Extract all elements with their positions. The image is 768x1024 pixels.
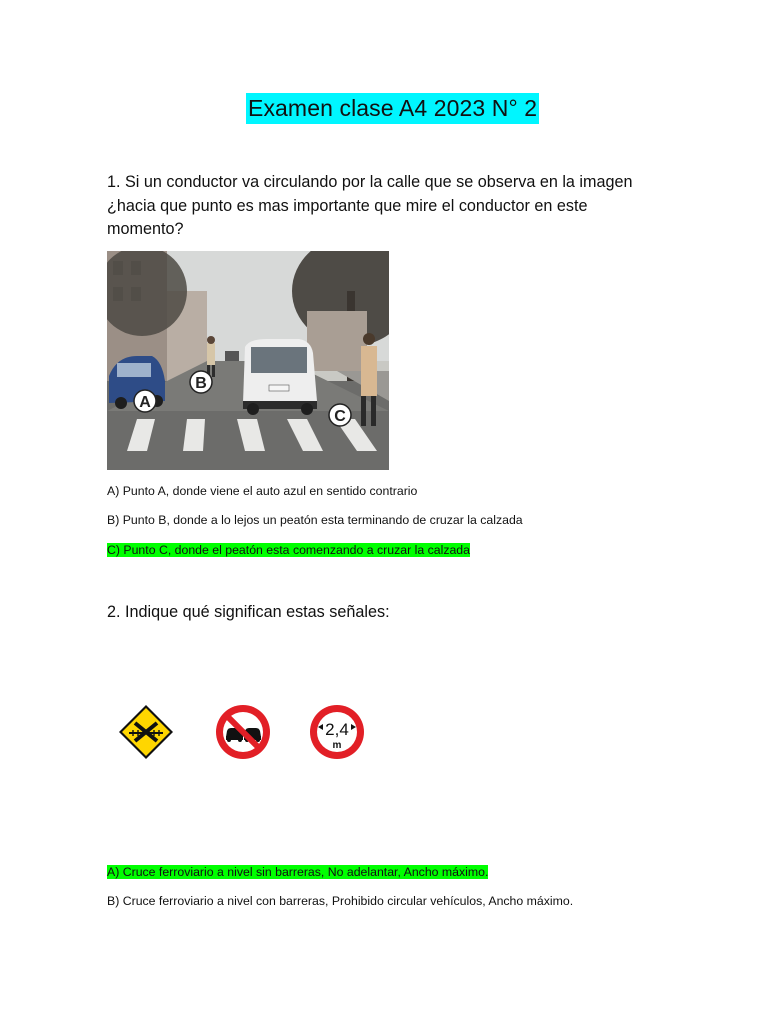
q2-option-a	[107, 864, 488, 881]
railway-crossing-icon	[118, 704, 174, 760]
max-width-unit: m	[332, 740, 342, 751]
svg-text:C: C	[334, 408, 346, 425]
max-width-sign	[308, 703, 366, 766]
svg-text:B: B	[195, 375, 207, 392]
q1-option-a	[107, 483, 417, 500]
max-width-icon	[308, 703, 366, 761]
q2-option-b-text: B) Cruce ferroviario a nivel con barreras, Prohibido circular vehículos, Ancho máximo.	[107, 894, 574, 908]
street-photo	[107, 251, 389, 470]
question-2-text: 2. Indique qué significan estas señales:	[107, 603, 390, 621]
street-scene-illustration	[107, 251, 389, 470]
label-c	[329, 404, 351, 426]
q2-option-a-text: A) Cruce ferroviario a nivel sin barreras, No adelantar, Ancho máximo.	[107, 865, 489, 879]
question-1-text: 1. Si un conductor va circulando por la calle que se observa en la imagen ¿hacia que punto es mas importante que mire el conductor en este momento?	[107, 173, 633, 238]
no-overtaking-icon	[214, 703, 272, 761]
q1-option-b	[107, 512, 523, 529]
q1-option-c-text: C) Punto C, donde el peatón esta comenzando a cruzar la calzada	[107, 543, 470, 557]
label-a	[134, 390, 156, 412]
label-b	[190, 371, 212, 393]
page-title: Examen clase A4 2023 N° 2	[246, 93, 539, 124]
railway-crossing-sign	[118, 704, 174, 765]
q1-option-a-text: A) Punto A, donde viene el auto azul en sentido contrario	[107, 484, 418, 498]
q1-option-c	[107, 542, 470, 559]
q2-option-b	[107, 893, 573, 910]
svg-text:A: A	[139, 394, 151, 411]
no-overtaking-sign	[214, 703, 272, 766]
max-width-value: 2,4	[325, 720, 349, 739]
q1-option-b-text: B) Punto B, donde a lo lejos un peatón esta terminando de cruzar la calzada	[107, 513, 523, 527]
